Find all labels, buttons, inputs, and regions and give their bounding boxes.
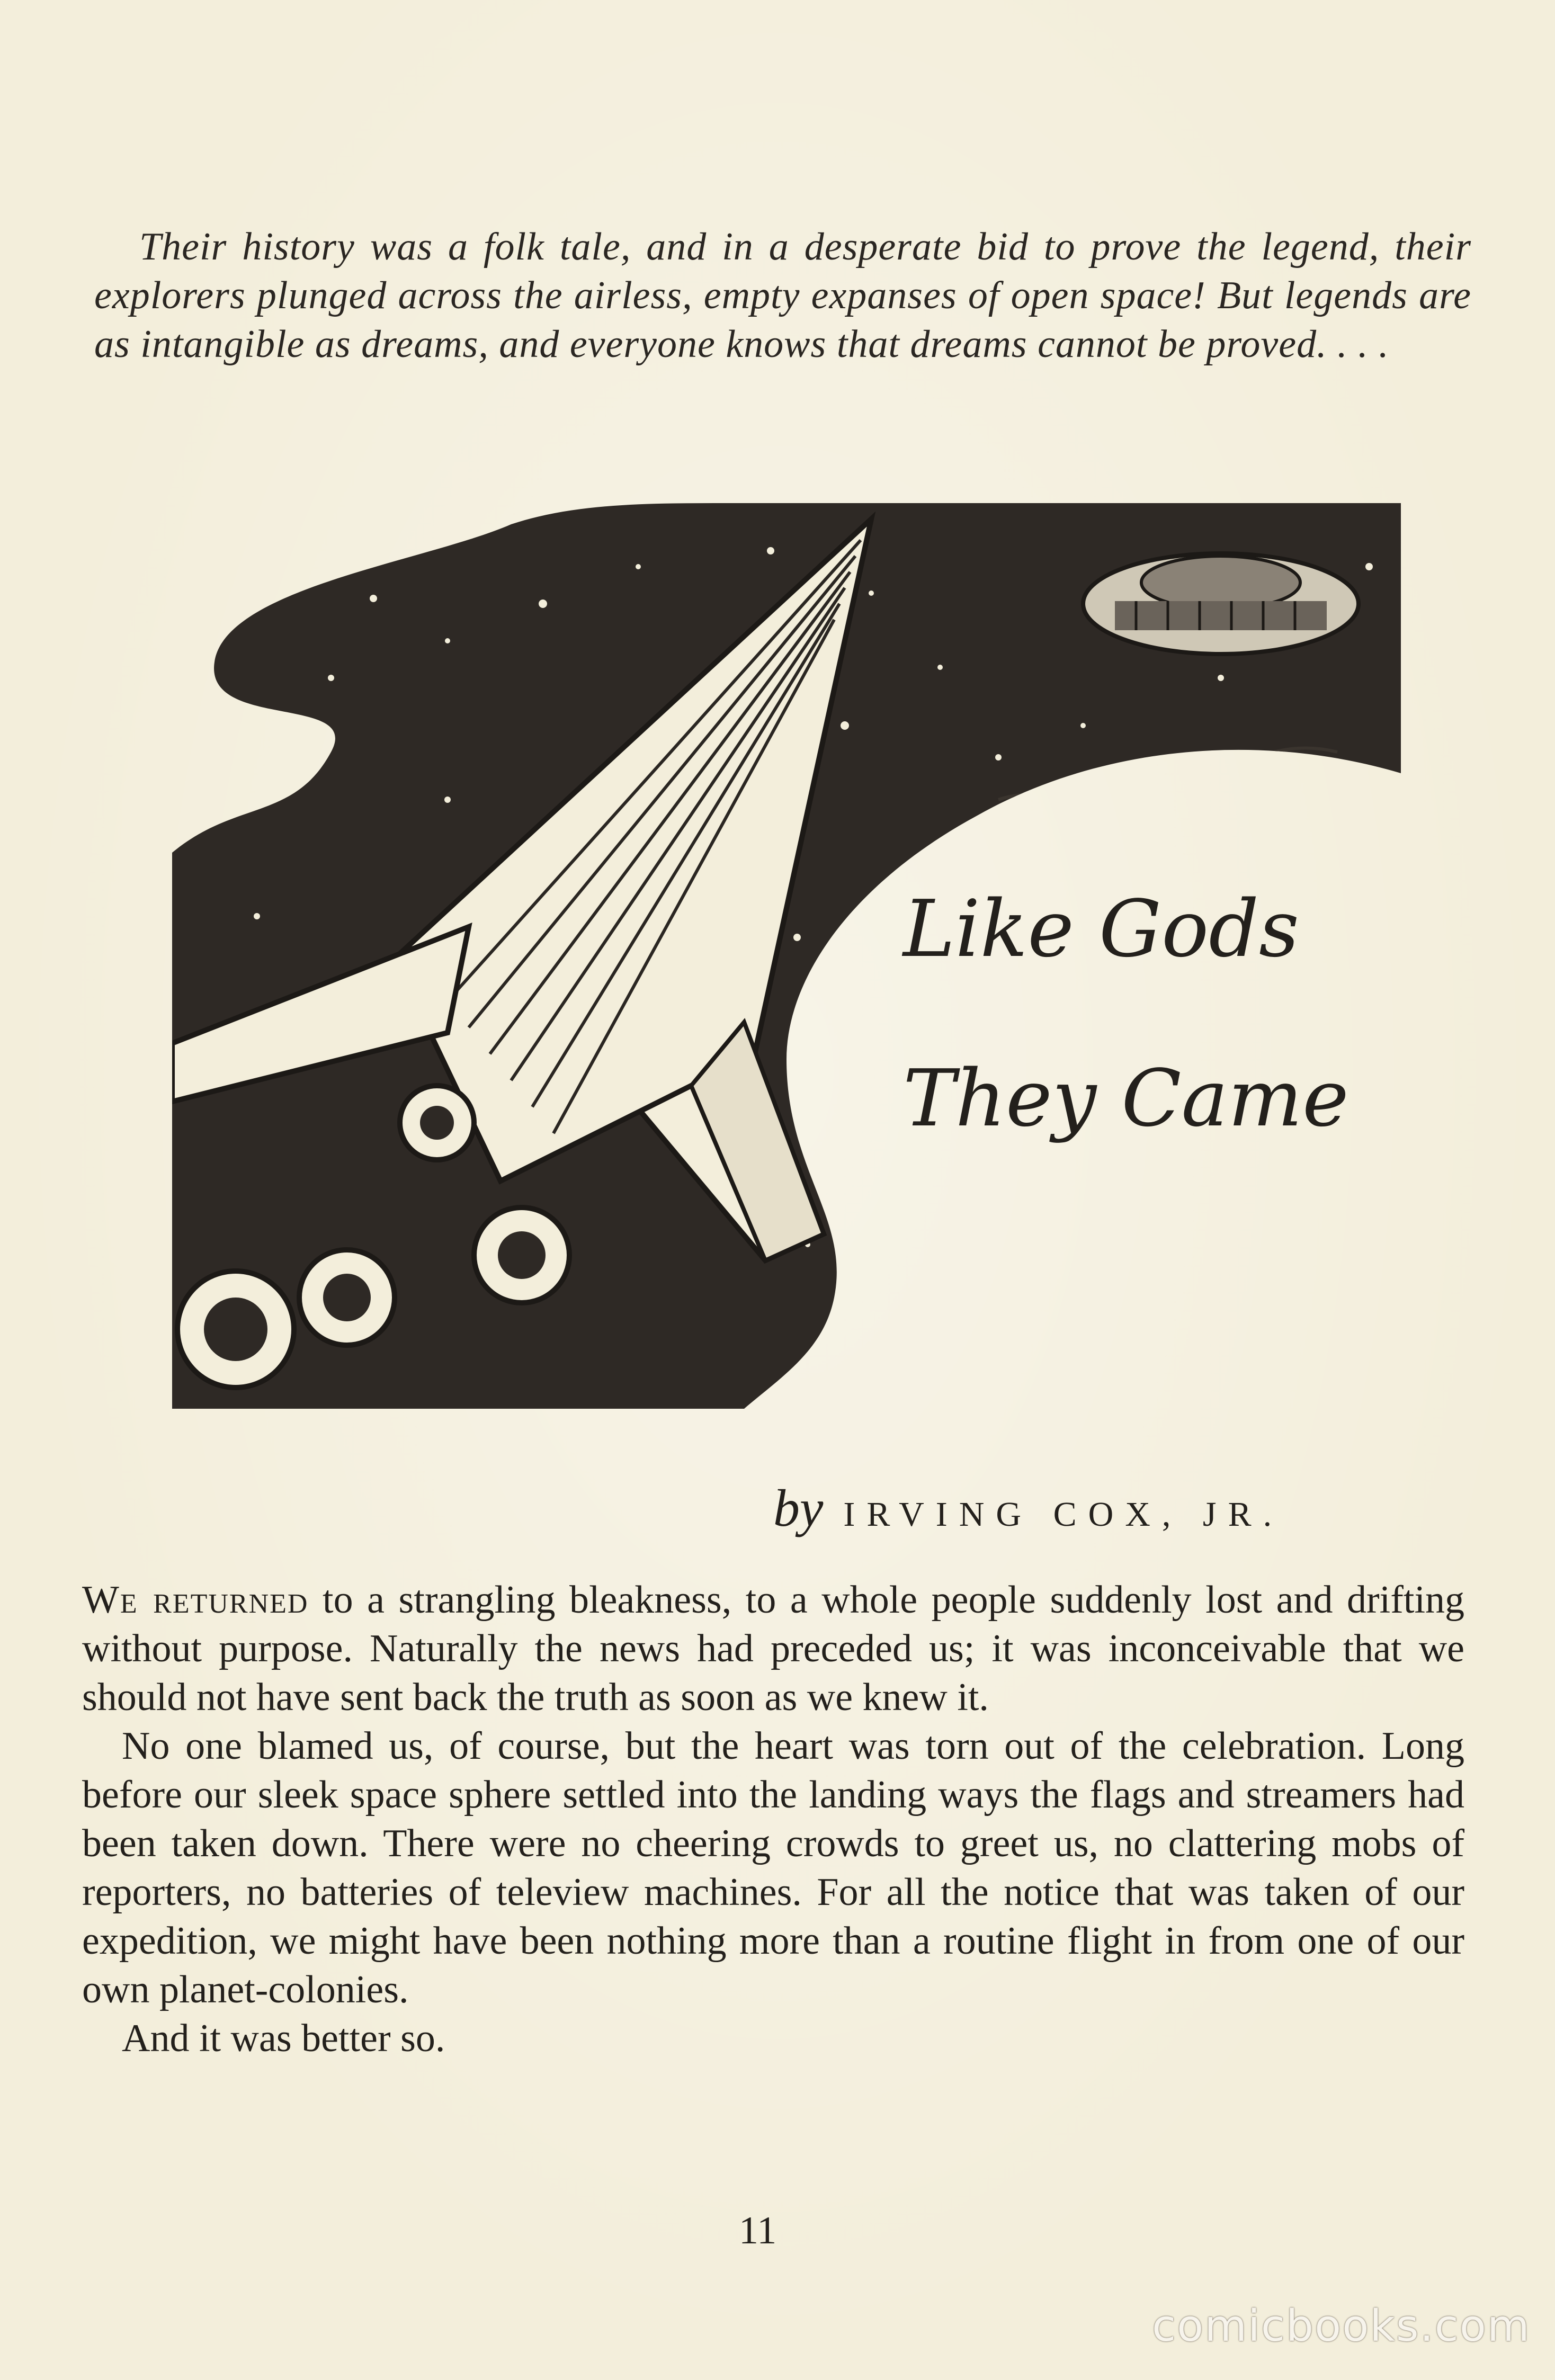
- byline: [773, 1478, 1283, 1538]
- story-title-line-2: They Came: [903, 1053, 1349, 1144]
- story-title-line-1: Like Gods: [903, 883, 1299, 974]
- paragraph-1: [82, 1576, 1464, 1722]
- story-body: [82, 1576, 1464, 2063]
- paragraph-1-lead: We returned: [82, 1578, 309, 1622]
- paragraph-1-text: to a strangling bleakness, to a whole people suddenly lost and drifting without purpose. Naturally the news had preceded us; it was inconceivable that we should not have sent back the truth as soon as we knew it.: [82, 1578, 1465, 1719]
- intro-blurb: Their history was a folk tale, and in a desperate bid to prove the legend, their explorers plunged across the airless, empty expanses of open space! But legends are as intangible as dreams, and everyone knows that dreams cannot be proved. . . .: [94, 225, 1471, 366]
- author-name: IRVING COX, JR.: [843, 1495, 1284, 1534]
- page-number: 11: [739, 2209, 777, 2252]
- saucer: [1083, 553, 1359, 654]
- paragraph-2: No one blamed us, of course, but the heart was torn out of the celebration. Long before our sleek space sphere settled into the landing ways the flags and streamers had been taken down. There were no cheering crowds to greet us, no clattering mobs of reporters, no batteries of teleview machines. For all the notice that was taken of our expedition, we might have been nothing more than a routine flight in from one of our own planet-colonies.: [82, 1724, 1464, 2011]
- watermark: comicbooks.com: [1152, 2301, 1531, 2351]
- paragraph-3: And it was better so.: [122, 2017, 445, 2060]
- byline-prefix: by: [773, 1479, 824, 1537]
